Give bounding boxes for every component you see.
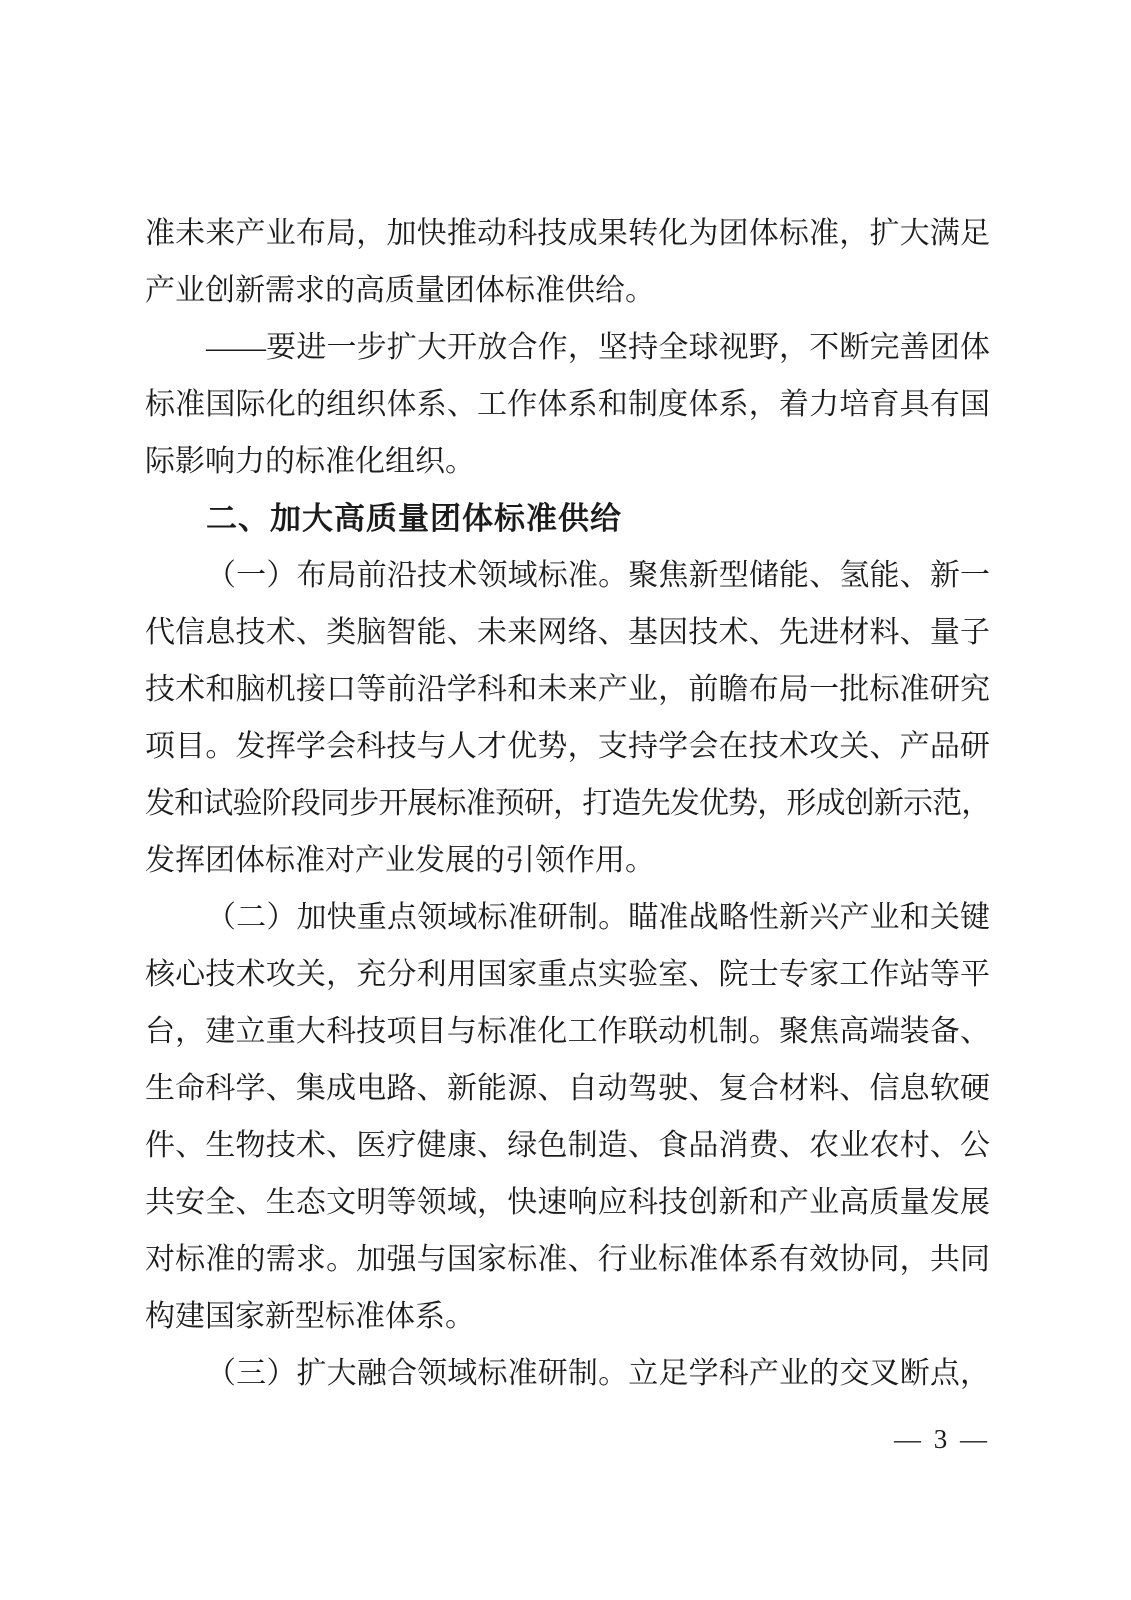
- text-line: [145, 775, 990, 832]
- text-line: [145, 946, 990, 1003]
- text-line: [145, 319, 990, 376]
- page-number: — 3 —: [894, 1424, 990, 1454]
- text-line: [145, 262, 990, 319]
- text-line: [145, 832, 990, 889]
- text-line: [145, 1060, 990, 1117]
- body-text: 瞄准战略性新兴产业和关键: [628, 901, 991, 934]
- body-text: 项目。发挥学会科技与人才优势，支持学会在技术攻关、产品研: [145, 730, 990, 763]
- body-text: 生命科学、集成电路、新能源、自动驾驶、复合材料、信息软硬: [145, 1072, 990, 1105]
- text-line: [145, 205, 990, 262]
- text-line: [145, 376, 990, 433]
- body-text: 准未来产业布局，加快推动科技成果转化为团体标准，扩大满足: [145, 217, 990, 250]
- body-text: 二、加大高质量团体标准供给: [206, 501, 622, 536]
- body-text: 核心技术攻关，充分利用国家重点实验室、院士专家工作站等平: [145, 958, 990, 991]
- text-block: [145, 205, 990, 1402]
- text-line: [145, 604, 990, 661]
- clause-lead-text: （三）扩大融合领域标准研制。: [206, 1357, 629, 1390]
- text-line: [145, 889, 990, 946]
- text-line: [145, 718, 990, 775]
- body-text: 共安全、生态文明等领域，快速响应科技创新和产业高质量发展: [145, 1186, 990, 1219]
- section-heading: [145, 490, 990, 547]
- text-line: [145, 1003, 990, 1060]
- body-text: 发和试验阶段同步开展标准预研，打造先发优势，形成创新示范，: [145, 787, 990, 820]
- body-text: 件、生物技术、医疗健康、绿色制造、食品消费、农业农村、公: [145, 1129, 990, 1162]
- body-text: ——要进一步扩大开放合作，坚持全球视野，不断完善团体: [206, 331, 990, 364]
- text-line: [145, 1174, 990, 1231]
- body-text: 代信息技术、类脑智能、未来网络、基因技术、先进材料、量子: [145, 616, 990, 649]
- body-text: 际影响力的标准化组织。: [145, 445, 475, 478]
- text-line: [145, 1231, 990, 1288]
- body-text: 构建国家新型标准体系。: [145, 1300, 475, 1333]
- body-text: 标准国际化的组织体系、工作体系和制度体系，着力培育具有国: [145, 388, 990, 421]
- body-text: 产业创新需求的高质量团体标准供给。: [145, 274, 655, 307]
- text-line: [145, 433, 990, 490]
- text-line: [145, 1345, 990, 1402]
- clause-lead-text: （一）布局前沿技术领域标准。: [206, 559, 629, 592]
- clause-lead-text: （二）加快重点领域标准研制。: [206, 901, 629, 934]
- text-line: [145, 547, 990, 604]
- body-text: 技术和脑机接口等前沿学科和未来产业，前瞻布局一批标准研究: [145, 673, 990, 706]
- body-text: 立足学科产业的交叉断点，: [628, 1357, 991, 1390]
- body-text: 聚焦新型储能、氢能、新一: [628, 559, 991, 592]
- body-text: 发挥团体标准对产业发展的引领作用。: [145, 844, 655, 877]
- text-line: [145, 661, 990, 718]
- text-line: [145, 1288, 990, 1345]
- text-line: [145, 1117, 990, 1174]
- body-text: 对标准的需求。加强与国家标准、行业标准体系有效协同，共同: [145, 1243, 990, 1276]
- body-text: 台，建立重大科技项目与标准化工作联动机制。聚焦高端装备、: [145, 1015, 990, 1048]
